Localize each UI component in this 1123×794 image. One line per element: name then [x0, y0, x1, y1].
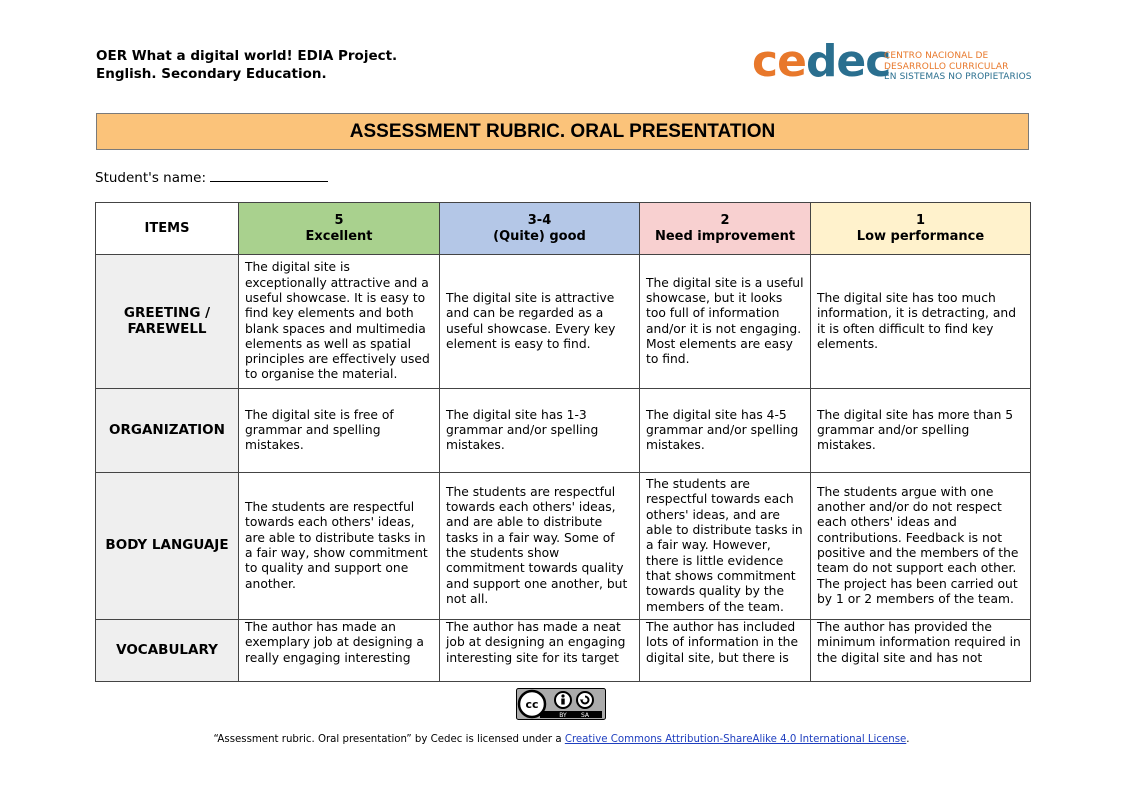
header-good	[440, 203, 640, 255]
table-row	[96, 620, 1031, 682]
footer-suffix: .	[906, 734, 910, 745]
row-heading: BODY LANGUAJE	[96, 473, 239, 620]
cell-good: The students are respectful towards each others' ideas, and are able to distribute tasks in a fair way. Some of the students show commitment towards quality and support one another, but not all.	[440, 473, 640, 620]
header-low-score: 1	[915, 213, 926, 229]
student-name-label: Student's name:	[95, 170, 207, 186]
logo-wordmark	[752, 36, 891, 87]
header-need-label: Need improvement	[654, 228, 796, 244]
header-need-improvement	[640, 203, 811, 255]
cell-good: The author has made a neat job at designing an engaging interesting site for its target	[440, 620, 640, 682]
header-need-score: 2	[720, 213, 730, 229]
header-excellent-label: Excellent	[305, 228, 373, 244]
header-line-1: OER What a digital world! EDIA Project.	[96, 48, 398, 64]
student-name-field	[95, 168, 328, 186]
cell-good: The digital site has 1-3 grammar and/or spelling mistakes.	[440, 389, 640, 473]
cell-need-improvement: The students are respectful towards each others' ideas, and are able to distribute tasks in a fair way. However, there is little evidence that shows commitment towards quality by the members of the team.	[640, 473, 811, 620]
header-low-performance	[811, 203, 1031, 255]
cell-low-performance: The digital site has too much information, it is detracting, and it is often difficult to find key elements.	[811, 255, 1031, 389]
cell-excellent: The students are respectful towards each others' ideas, are able to distribute tasks in a fair way, show commitment to quality and support one another.	[239, 473, 440, 620]
table-row	[96, 389, 1031, 473]
logo-subtitle	[884, 51, 1044, 83]
rubric-table	[95, 202, 1031, 682]
license-footer	[0, 734, 1123, 745]
logo-sub-line-2: DESARROLLO CURRICULAR	[884, 61, 1009, 72]
cc-license-badge-graphic	[516, 688, 606, 720]
header-good-score: 3-4	[527, 213, 552, 229]
cell-need-improvement: The digital site has 4-5 grammar and/or spelling mistakes.	[640, 389, 811, 473]
cedec-logo	[752, 36, 1042, 88]
cell-excellent: The digital site is exceptionally attractive and a useful showcase. It is easy to find key elements and both blank spaces and multimedia elements as well as spatial principles are effectively used to organise the material.	[239, 255, 440, 389]
header-low-label: Low performance	[856, 228, 985, 244]
sa-text: SA	[580, 712, 590, 719]
row-heading: ORGANIZATION	[96, 389, 239, 473]
cell-excellent: The digital site is free of grammar and spelling mistakes.	[239, 389, 440, 473]
license-link[interactable]: Creative Commons Attribution-ShareAlike 4.0 International License	[564, 734, 907, 745]
cc-by-sa-icon[interactable]	[516, 688, 606, 720]
header-excellent	[239, 203, 440, 255]
student-name-blank[interactable]	[210, 168, 328, 182]
table-row	[96, 255, 1031, 389]
header-excellent-score: 5	[334, 213, 344, 229]
cell-excellent: The author has made an exemplary job at designing a really engaging interesting	[239, 620, 440, 682]
logo-word-part-2: dec	[805, 36, 891, 87]
table-row	[96, 473, 1031, 620]
cell-need-improvement: The digital site is a useful showcase, but it looks too full of information and/or it is not engaging. Most elements are easy to find.	[640, 255, 811, 389]
logo-sub-line-1: CENTRO NACIONAL DE	[884, 51, 989, 61]
header-line-2: English. Secondary Education.	[96, 66, 327, 82]
header-good-label: (Quite) good	[493, 228, 586, 244]
document-header	[96, 47, 397, 83]
cell-low-performance: The students argue with one another and/or do not respect each others' ideas and contributions. Feedback is not positive and the members of the team do not support each other. The project has been carried out by 1 or 2 members of the team.	[811, 473, 1031, 620]
logo-word-part-1: ce	[752, 36, 806, 87]
row-heading: GREETING / FAREWELL	[96, 255, 239, 389]
cell-good: The digital site is attractive and can be regarded as a useful showcase. Every key element is easy to find.	[440, 255, 640, 389]
cell-need-improvement: The author has included lots of information in the digital site, but there is	[640, 620, 811, 682]
cell-low-performance: The digital site has more than 5 grammar and/or spelling mistakes.	[811, 389, 1031, 473]
page-title: ASSESSMENT RUBRIC. ORAL PRESENTATION	[96, 113, 1029, 150]
cc-text: cc	[525, 698, 539, 711]
logo-sub-line-3: EN SISTEMAS NO PROPIETARIOS	[884, 72, 1032, 82]
row-heading: VOCABULARY	[96, 620, 239, 682]
by-text: BY	[559, 712, 567, 719]
rubric-header-row	[96, 203, 1031, 255]
cell-low-performance: The author has provided the minimum information required in the digital site and has not	[811, 620, 1031, 682]
footer-prefix: “Assessment rubric. Oral presentation” by Cedec is licensed under a	[213, 734, 565, 745]
header-items: ITEMS	[96, 203, 239, 255]
